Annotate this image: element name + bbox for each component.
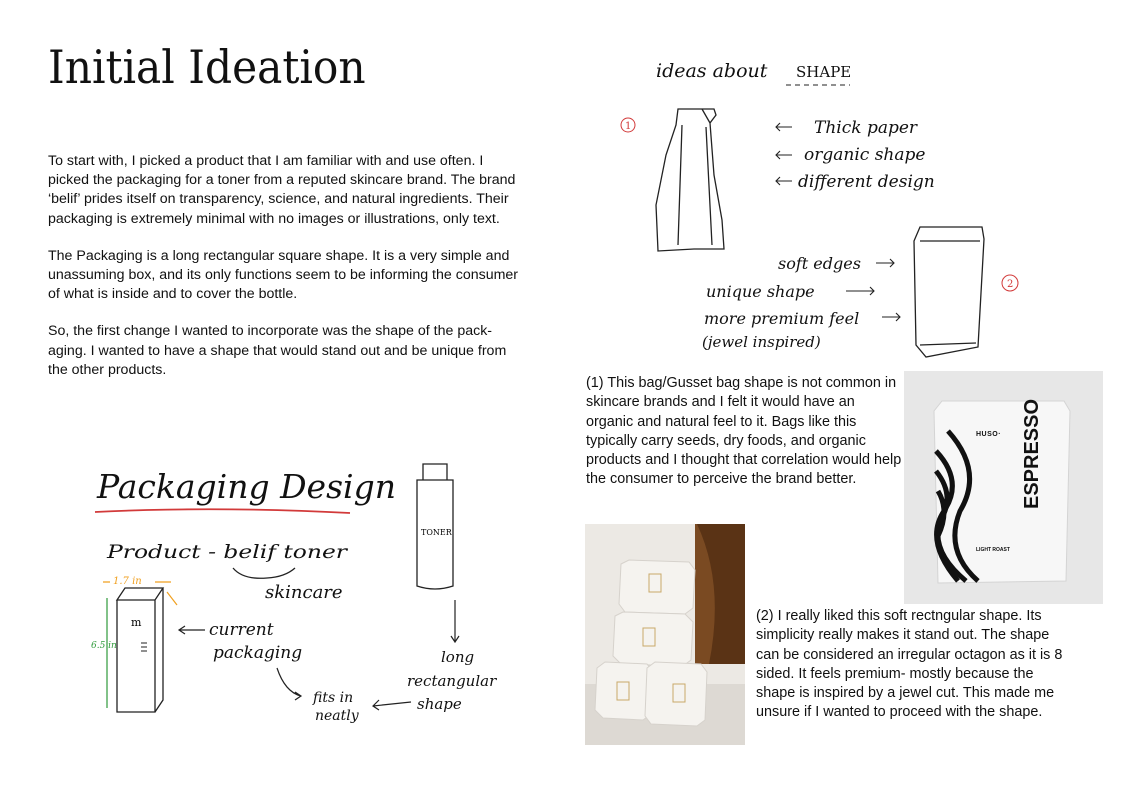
octagon-caption: (2) I really liked this soft rectngular shape. Its simplicity really makes it stand out. The shape can be considered an irregular octagon as it is 8 sided. It feels premium- mostly because the shape is inspired by a jewel cut. This made me unsure if I wanted to proceed with the shape.: [756, 608, 1063, 721]
bag-note-1: Thick paper: [814, 118, 918, 138]
bag-photo-art: [904, 371, 1103, 604]
sketch-heading: Packaging Design: [97, 467, 396, 506]
toner-bottle-icon: [417, 464, 453, 589]
oct-arrow-3: [882, 313, 900, 321]
heading-underline: [95, 509, 350, 513]
neatly-label: neatly: [315, 708, 359, 724]
bag-note-2: organic shape: [804, 145, 926, 165]
category-label: skincare: [265, 582, 343, 603]
fits-arrow: [373, 700, 411, 710]
note-arrow-1: [776, 123, 792, 131]
intro-text: [48, 152, 528, 398]
page-title: Initial Ideation: [48, 40, 366, 94]
bag-note-3: different design: [798, 172, 935, 192]
long-label: long: [441, 648, 475, 666]
current-label: current: [209, 620, 274, 640]
octagon-boxes-photo: [585, 524, 745, 745]
octagon-note-1: soft edges: [778, 254, 861, 273]
bag-brand: HUSO·: [976, 431, 1002, 438]
oct-arrow-2: [846, 287, 874, 295]
packaging-label: packaging: [213, 643, 303, 663]
rectangular-label: rectangular: [407, 672, 497, 690]
octagon-note-2: unique shape: [706, 282, 815, 301]
gusset-bag-photo: [904, 371, 1103, 604]
product-line: Product - belif toner: [105, 541, 350, 563]
marker-2: 2: [1007, 279, 1014, 290]
width-label: 1.7 in: [113, 576, 142, 587]
fits-in-label: fits in: [313, 690, 354, 706]
shape-ideas-sketch: [610, 45, 1040, 365]
bottle-arrow: [451, 600, 459, 642]
bag-caption: (1) This bag/Gusset bag shape is not common in skincare brands and I felt it would have an organic and natural feel to it. Bags like this typically carry seeds, dry foods, and organic products and I thought that correlation would help the consumer to perceive the brand better.: [586, 375, 902, 488]
marker-1: 1: [625, 121, 632, 132]
bottle-label: TONER: [421, 528, 452, 537]
shape-heading-word: SHAPE: [796, 63, 852, 81]
bag-roast: LIGHT ROAST: [976, 547, 1010, 553]
intro-paragraph: The Packaging is a long rectangular square shape. It is a very simple and unassuming box, and its only functions seem to be informing the consumer of what is inside and to cover the bottle.: [48, 247, 519, 303]
height-label: 6.5 in: [91, 641, 117, 651]
gusset-bag-icon: [656, 109, 724, 251]
packaging-arrow: [277, 668, 301, 700]
box-icon: [117, 588, 163, 712]
shape-label: shape: [417, 695, 462, 713]
depth-arrow: [167, 592, 177, 605]
shape-heading-prefix: ideas about: [656, 60, 768, 82]
boxes-photo-art: [585, 524, 745, 745]
intro-paragraph: To start with, I picked a product that I am familiar with and use often. I picked the packaging for a toner from a reputed skincare brand. The brand ‘belif’ prides itself on transparency, science, and natural ingredients. Their packaging is extremely minimal with no images or illustrations, only text.: [48, 153, 516, 227]
octagon-box-icon: [914, 227, 984, 357]
box-mark: m: [131, 616, 142, 629]
intro-paragraph: So, the first change I wanted to incorporate was the shape of the pack-aging. I wanted to have a shape that would stand out and be unique from the other products.: [48, 323, 507, 378]
packaging-design-sketch: [85, 450, 515, 750]
octagon-note-4: (jewel inspired): [702, 333, 821, 351]
note-arrow-3: [776, 177, 792, 185]
box-lines: [141, 643, 147, 651]
brace-line: [233, 568, 295, 578]
octagon-note-3: more premium feel: [704, 309, 860, 328]
current-arrow: [179, 626, 205, 634]
oct-arrow-1: [876, 259, 894, 267]
note-arrow-2: [776, 151, 792, 159]
